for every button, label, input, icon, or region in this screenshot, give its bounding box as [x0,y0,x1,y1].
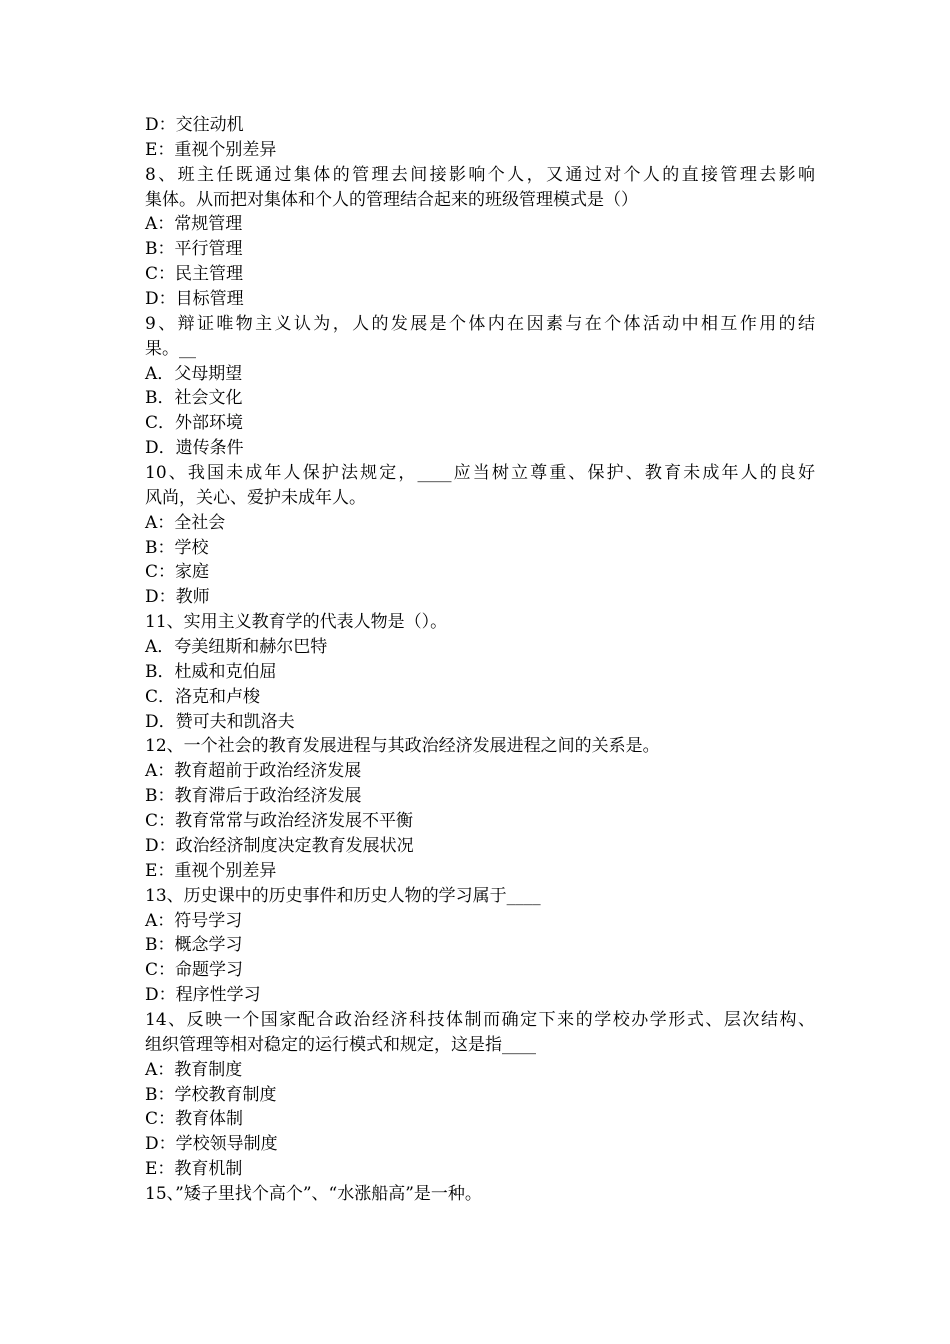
answer-option-line: D：程序性学习 [145,985,261,1006]
answer-option-line: C：教育体制 [145,1109,244,1130]
answer-option-line: E：重视个别差异 [145,139,277,160]
answer-option-line: D：交往动机 [145,115,244,135]
answer-option-line: A：常规管理 [145,214,243,235]
question-text-line: 13、历史课中的历史事件和历史人物的学习属于____ [145,885,541,906]
question-text-line: 11、实用主义教育学的代表人物是（）。 [145,612,448,633]
answer-option-line: D：政治经济制度决定教育发展状况 [145,835,414,856]
answer-option-line: C：教育常常与政治经济发展不平衡 [145,811,414,832]
answer-option-line: B：概念学习 [145,935,243,956]
answer-option-line: B：学校 [145,537,209,558]
question-text-line: 果。__ [145,338,196,359]
question-text-line: 风尚，关心、爱护未成年人。 [145,487,366,508]
answer-option-line: B：教育滞后于政治经济发展 [145,786,362,807]
answer-option-line: D．赞可夫和凯洛夫 [145,711,295,732]
answer-option-line: A．父母期望 [145,363,243,384]
answer-option-line: A：教育超前于政治经济发展 [145,761,362,782]
question-text-line: 8、班主任既通过集体的管理去间接影响个人，又通过对个人的直接管理去影响 [145,164,815,185]
answer-option-line: B．社会文化 [145,388,243,409]
question-text-line: 9、辩证唯物主义认为，人的发展是个体内在因素与在个体活动中相互作用的结 [145,313,815,334]
answer-option-line: B：平行管理 [145,239,243,260]
question-text-line: 10、我国未成年人保护法规定，____应当树立尊重、保护、教育未成年人的良好 [145,463,815,484]
answer-option-line: E：教育机制 [145,1159,243,1180]
answer-option-line: B．杜威和克伯屈 [145,661,277,682]
answer-option-line: E：重视个别差异 [145,860,277,881]
question-text-line: 组织管理等相对稳定的运行模式和规定，这是指____ [145,1034,536,1055]
answer-option-line: C．外部环境 [145,413,244,434]
question-text-line: 14、反映一个国家配合政治经济科技体制而确定下来的学校办学形式、层次结构、 [145,1009,815,1030]
question-text-line: 15、”矮子里找个高个”、“水涨船高”是一种。 [145,1183,482,1204]
answer-option-line: A．夸美纽斯和赫尔巴特 [145,637,328,658]
answer-option-line: C：家庭 [145,562,210,583]
question-text-line: 12、一个社会的教育发展进程与其政治经济发展进程之间的关系是。 [145,736,660,757]
answer-option-line: A：符号学习 [145,910,243,931]
answer-option-line: C：命题学习 [145,960,244,981]
document-body [145,113,815,1207]
answer-option-line: D：目标管理 [145,289,244,310]
answer-option-line: D：教师 [145,587,210,608]
question-text-line: 集体。从而把对集体和个人的管理结合起来的班级管理模式是（） [145,189,638,210]
answer-option-line: B：学校教育制度 [145,1084,277,1105]
answer-option-line: A：全社会 [145,512,226,533]
answer-option-line: C．洛克和卢梭 [145,686,261,707]
answer-option-line: D．遗传条件 [145,438,244,459]
answer-option-line: C：民主管理 [145,264,244,285]
answer-option-line: A：教育制度 [145,1059,243,1080]
answer-option-line: D：学校领导制度 [145,1134,278,1155]
